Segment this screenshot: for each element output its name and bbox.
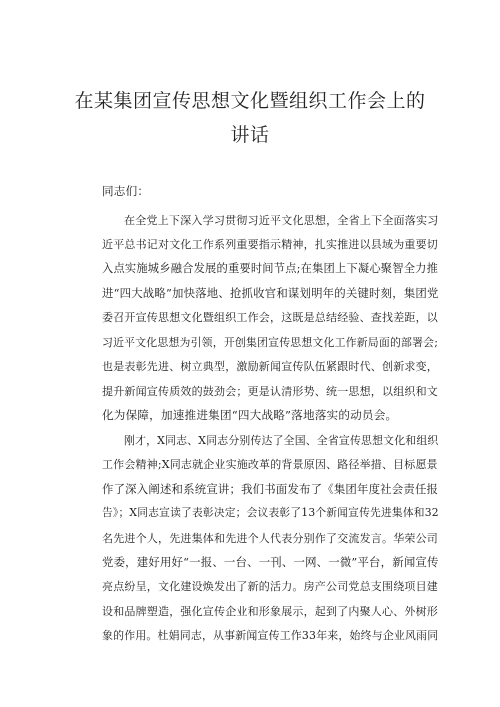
body-line: 习近平文化思想为引领，开创集团宣传思想文化工作新局面的部署会; [102,336,439,349]
body-line: 工作会精神;X同志就企业实施改革的背景原因、路径举措、目标愿景 [102,458,438,471]
document-title-line2: 讲话 [230,124,270,146]
body-line: 象的作用。杜娟同志，从事新闻宣传工作33年来，始终与企业风雨同 [102,629,439,642]
body-line: 亮点纷呈，文化建设焕发出了新的活力。房产公司党总支围绕项目建 [102,580,438,593]
body-line: 化为保障，加速推进集团“四大战略”落地落实的动员会。 [102,408,398,422]
body-line: 入点实施城乡融合发展的重要时间节点;在集团上下凝心聚智全力推 [102,262,439,275]
body-line: 名先进个人，先进集体和先进个人代表分别作了交流发言。华荣公司 [102,532,438,545]
body-line: 近平总书记对文化工作系列重要指示精神，扎实推进以县域为重要切 [102,238,438,251]
document-title-line1: 在某集团宣传思想文化暨组织工作会上的 [74,90,426,112]
body-line: 委召开宣传思想文化暨组织工作会，这既是总结经验、查找差距，以 [102,311,438,324]
body-line: 提升新闻宣传质效的鼓劲会；更是认清形势、统一思想，以组织和文 [102,385,438,398]
body-line: 党委，建好用好“一报、一台、一刊、一网、一微”平台，新闻宣传 [102,555,439,569]
body-line: 也是表彰先进、树立典型，激励新闻宣传队伍紧跟时代、创新求变， [102,360,438,373]
salutation: 同志们： [102,184,150,198]
body-line: 在全党上下深入学习贯彻习近平文化思想，全省上下全面落实习 [124,214,439,227]
body-line: 设和品牌塑造，强化宣传企业和形象展示，起到了内聚人心、外树形 [102,605,438,618]
body-line: 告》；X同志宣读了表彰决定；会议表彰了13个新闻宣传先进集体和32 [102,506,439,519]
body-line: 作了深入阐述和系统宣讲；我们书面发布了《集团年度社会责任报 [102,482,439,496]
body-line: 刚才，X同志、X同志分别传达了全国、全省宣传思想文化和组织 [124,434,439,447]
body-line: 进“四大战略”加快落地、抢抓收官和谋划明年的关键时刻，集团党 [102,286,439,300]
